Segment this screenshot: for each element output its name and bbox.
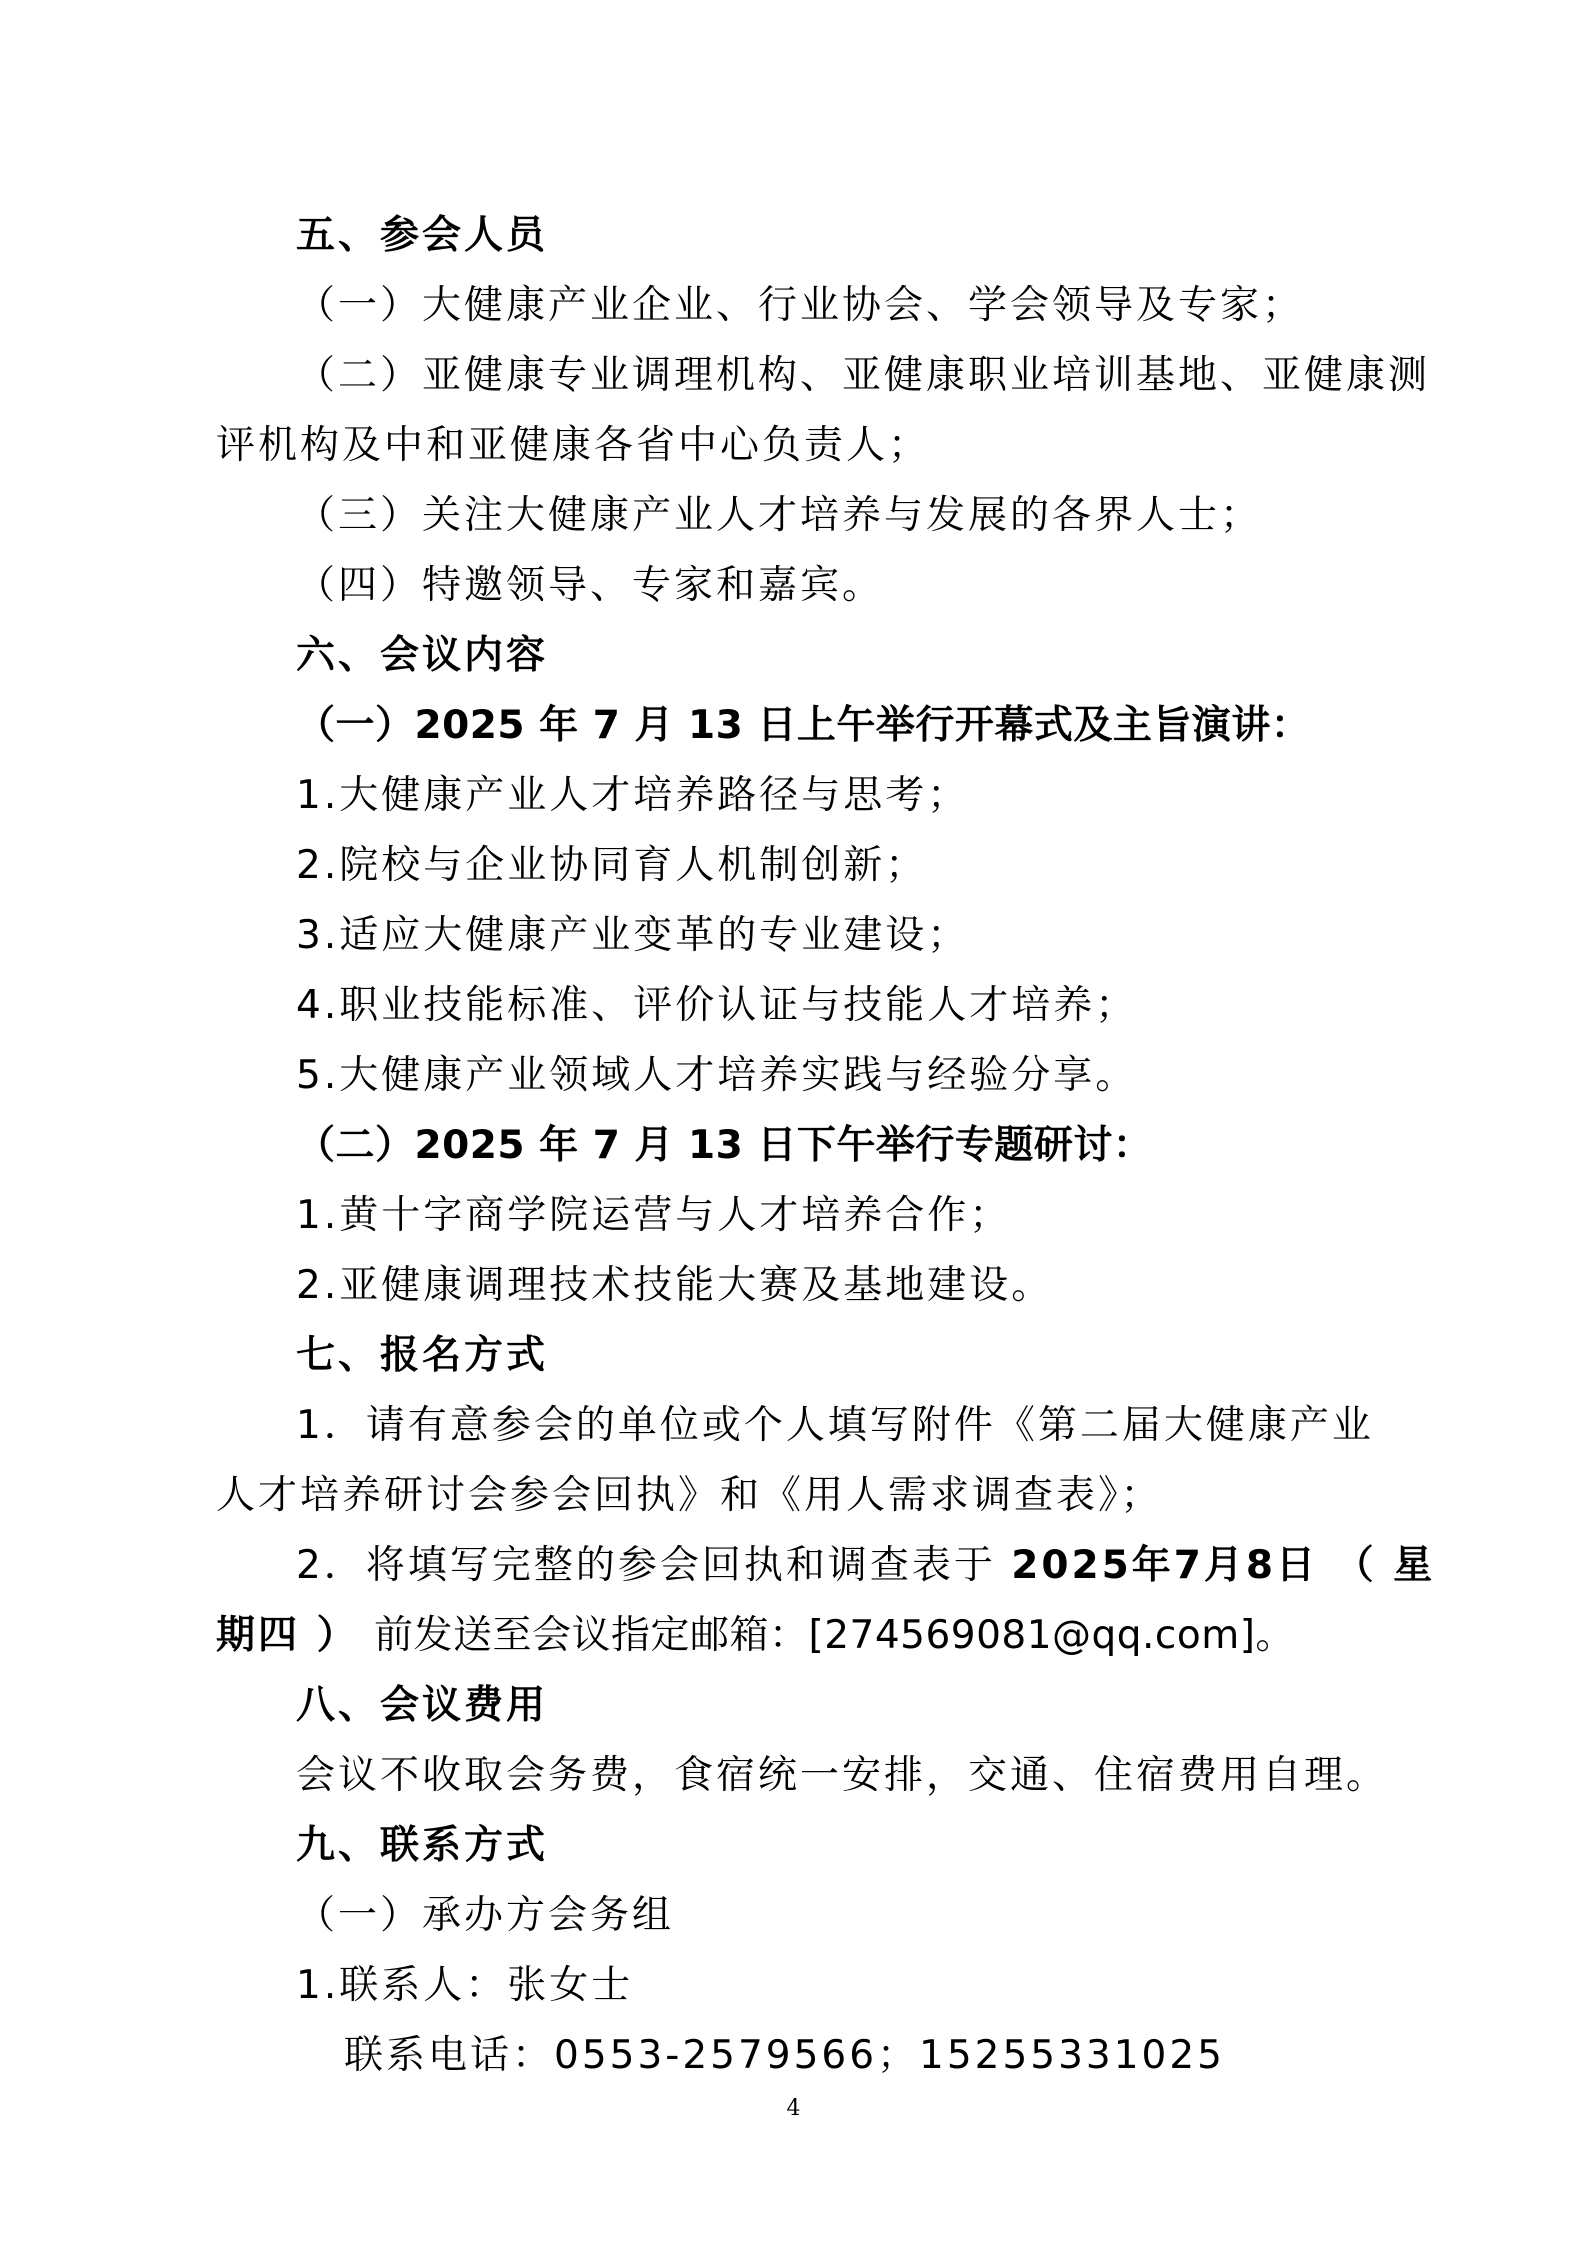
section-5-item-4: （四）特邀领导、专家和嘉宾。 (296, 563, 885, 608)
section-8-heading: 八、会议费用 (296, 1683, 549, 1728)
registration-item-1-line-2: 人才培养研讨会参会回执》和《用人需求调查表》； (216, 1473, 1163, 1518)
section-9-subheading-1: （一）承办方会务组 (296, 1893, 675, 1938)
section-6-heading: 六、会议内容 (296, 633, 549, 678)
contact-person: 1.联系人：张女士 (296, 1963, 634, 2008)
section-5-item-2-line-2: 评机构及中和亚健康各省中心负责人； (216, 423, 931, 468)
registration-item-2-line-1 (296, 1543, 1436, 1588)
agenda-item: 2.亚健康调理技术技能大赛及基地建设。 (296, 1263, 1054, 1308)
agenda-item: 4.职业技能标准、评价认证与技能人才培养； (296, 983, 1138, 1028)
contact-phone: 联系电话：0553-2579566；15255331025 (344, 2033, 1225, 2078)
agenda-item: 1.大健康产业人才培养路径与思考； (296, 773, 970, 818)
agenda-item: 1.黄十字商学院运营与人才培养合作； (296, 1193, 1012, 1238)
agenda-item: 2.院校与企业协同育人机制创新； (296, 843, 928, 888)
section-7-heading: 七、报名方式 (296, 1333, 549, 1378)
registration-item-1-line-1: 1．请有意参会的单位或个人填写附件《第二届大健康产业 (296, 1403, 1374, 1448)
agenda-item: 3.适应大健康产业变革的专业建设； (296, 913, 970, 958)
section-5-item-1: （一）大健康产业企业、行业协会、学会领导及专家； (296, 283, 1305, 328)
section-5-heading: 五、参会人员 (296, 213, 549, 258)
registration-item-2-text: 2．将填写完整的参会回执和调查表于 (296, 1543, 996, 1588)
section-6-subheading-1: （一）2025 年 7 月 13 日上午举行开幕式及主旨演讲： (296, 703, 1311, 748)
page-number: 4 (786, 2096, 801, 2121)
section-6-subheading-2: （二）2025 年 7 月 13 日下午举行专题研讨： (296, 1123, 1153, 1168)
agenda-item: 5.大健康产业领域人才培养实践与经验分享。 (296, 1053, 1138, 1098)
section-5-item-2-line-1: （二）亚健康专业调理机构、亚健康职业培训基地、亚健康测 (296, 353, 1431, 398)
registration-deadline: 2025年7月8日 （ 星 (1011, 1543, 1436, 1588)
registration-item-2-line-2 (216, 1613, 1295, 1658)
registration-email-text: 前发送至会议指定邮箱：[274569081@qq.com]。 (373, 1613, 1295, 1658)
section-5-item-3: （三）关注大健康产业人才培养与发展的各界人士； (296, 493, 1263, 538)
section-9-heading: 九、联系方式 (296, 1823, 549, 1868)
registration-deadline-weekday: 期四 ） (216, 1613, 359, 1658)
fee-text: 会议不收取会务费，食宿统一安排，交通、住宿费用自理。 (296, 1753, 1389, 1798)
